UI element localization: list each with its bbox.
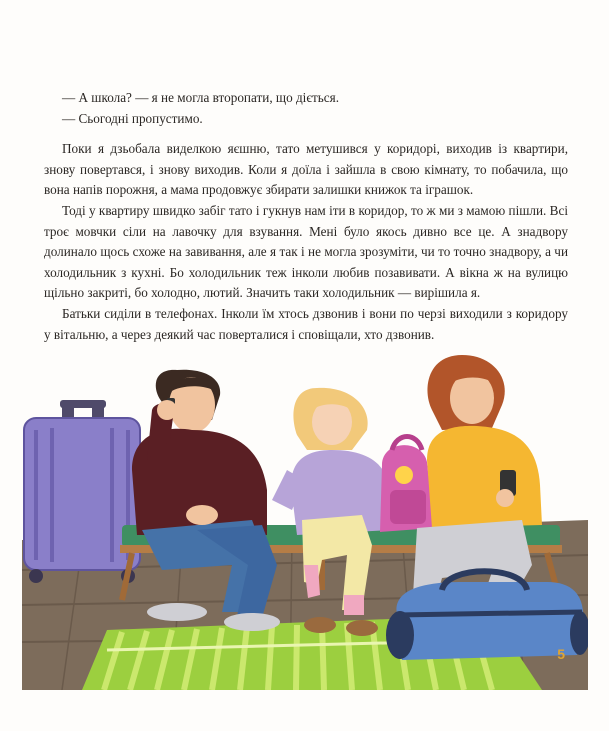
paragraph-1: Поки я дзьобала виделкою яєшню, тато метушився у коридорі, виходив із квартири, знову повертався, і знову виходив. Коли я доїла і зайшла в свою кімнату, то побачила, що вона напів порожня, а мама продовжує збирати залишки книжок та іграшок. [44,141,568,198]
dialog-line-1: — А школа? — я не могла второпати, що діється. [62,90,339,105]
family-illustration [22,350,588,690]
paragraph-2: Тоді у квартиру швидко забіг тато і гукнув нам іти в коридор, то ж ми з мамою пішли. Всі троє мовчки сіли на лавочку для взування. Мені було якось дивно все це. А знадвору долинало щось схоже на завивання, але я так і не могла зрозуміти, чи то точно знадвору, а чи холодильник з кухні. Бо холодильник теж інколи любив позавивати. А вікна ж на вулицю щільно закриті, бо холодно, лютий. Значить таки холодильник — вирішила я. [44,202,568,301]
story-text [44,88,568,345]
page-number: 5 [557,646,565,662]
dialog-line-2: — Сьогодні пропустимо. [62,110,203,126]
pink-backpack [380,437,434,533]
purple-suitcase [24,400,140,583]
paragraph-3: Батьки сиділи в телефонах. Інколи їм хтось дзвонив і вони по черзі виходили з коридору у вітальню, а через деякий час поверталися і сповіщали, хто дзвонив. [44,305,568,342]
